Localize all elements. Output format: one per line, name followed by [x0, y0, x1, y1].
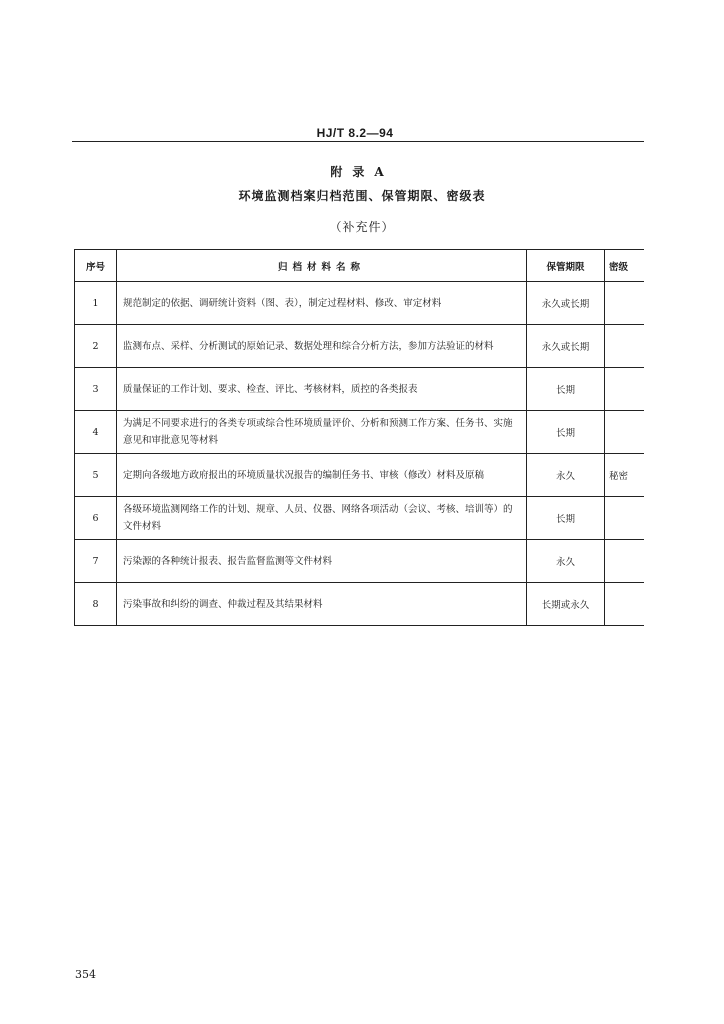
- row-no: 6: [75, 497, 117, 540]
- row-material: 质量保证的工作计划、要求、检查、评比、考核材料，质控的各类报表: [117, 368, 527, 411]
- table-row: [75, 368, 645, 411]
- row-period: 长期: [527, 368, 605, 411]
- table-row: [75, 325, 645, 368]
- header-no: 序号: [75, 250, 117, 282]
- table-row: [75, 411, 645, 454]
- row-classification: [605, 325, 645, 368]
- row-no: 4: [75, 411, 117, 454]
- row-material: 各级环境监测网络工作的计划、规章、人员、仪器、网络各项活动（会议、考核、培训等）的文件材料: [117, 497, 527, 540]
- row-period: 永久: [527, 454, 605, 497]
- row-material: 为满足不同要求进行的各类专项或综合性环境质量评价、分析和预测工作方案、任务书、实施意见和审批意见等材料: [117, 411, 527, 454]
- table-row: [75, 282, 645, 325]
- archive-table: [74, 249, 644, 626]
- page-subtitle: （补充件）: [329, 220, 395, 234]
- row-no: 3: [75, 368, 117, 411]
- row-classification: [605, 282, 645, 325]
- table-row: [75, 454, 645, 497]
- row-classification: [605, 411, 645, 454]
- row-no: 2: [75, 325, 117, 368]
- row-no: 5: [75, 454, 117, 497]
- document-code: HJ/T 8.2—94: [316, 126, 394, 140]
- row-material: 定期向各级地方政府报出的环境质量状况报告的编制任务书、审核（修改）材料及原稿: [117, 454, 527, 497]
- appendix-title: 附录A: [330, 165, 394, 179]
- row-material: 监测布点、采样、分析测试的原始记录、数据处理和综合分析方法，参加方法验证的材料: [117, 325, 527, 368]
- header-period: 保管期限: [527, 250, 605, 282]
- table-row: [75, 540, 645, 583]
- row-no: 1: [75, 282, 117, 325]
- row-period: 长期: [527, 411, 605, 454]
- table-header-row: [75, 250, 645, 282]
- page-title: 环境监测档案归档范围、保管期限、密级表: [238, 189, 486, 203]
- row-classification: 秘密: [605, 454, 645, 497]
- archive-table-container: [74, 249, 644, 629]
- row-classification: [605, 368, 645, 411]
- header-classification: 密级: [605, 250, 645, 282]
- row-material: 规范制定的依据、调研统计资料（图、表），制定过程材料、修改、审定材料: [117, 282, 527, 325]
- row-period: 永久或长期: [527, 325, 605, 368]
- row-period: 长期: [527, 497, 605, 540]
- row-material: 污染源的各种统计报表、报告监督监测等文件材料: [117, 540, 527, 583]
- header-material: 归档材料名称: [117, 250, 527, 282]
- row-period: 长期或永久: [527, 583, 605, 626]
- page-number: 354: [75, 968, 96, 981]
- row-period: 永久或长期: [527, 282, 605, 325]
- row-period: 永久: [527, 540, 605, 583]
- header-rule: [72, 141, 644, 142]
- row-classification: [605, 497, 645, 540]
- table-row: [75, 583, 645, 626]
- row-material: 污染事故和纠纷的调查、仲裁过程及其结果材料: [117, 583, 527, 626]
- row-classification: [605, 583, 645, 626]
- row-classification: [605, 540, 645, 583]
- row-no: 8: [75, 583, 117, 626]
- table-row: [75, 497, 645, 540]
- row-no: 7: [75, 540, 117, 583]
